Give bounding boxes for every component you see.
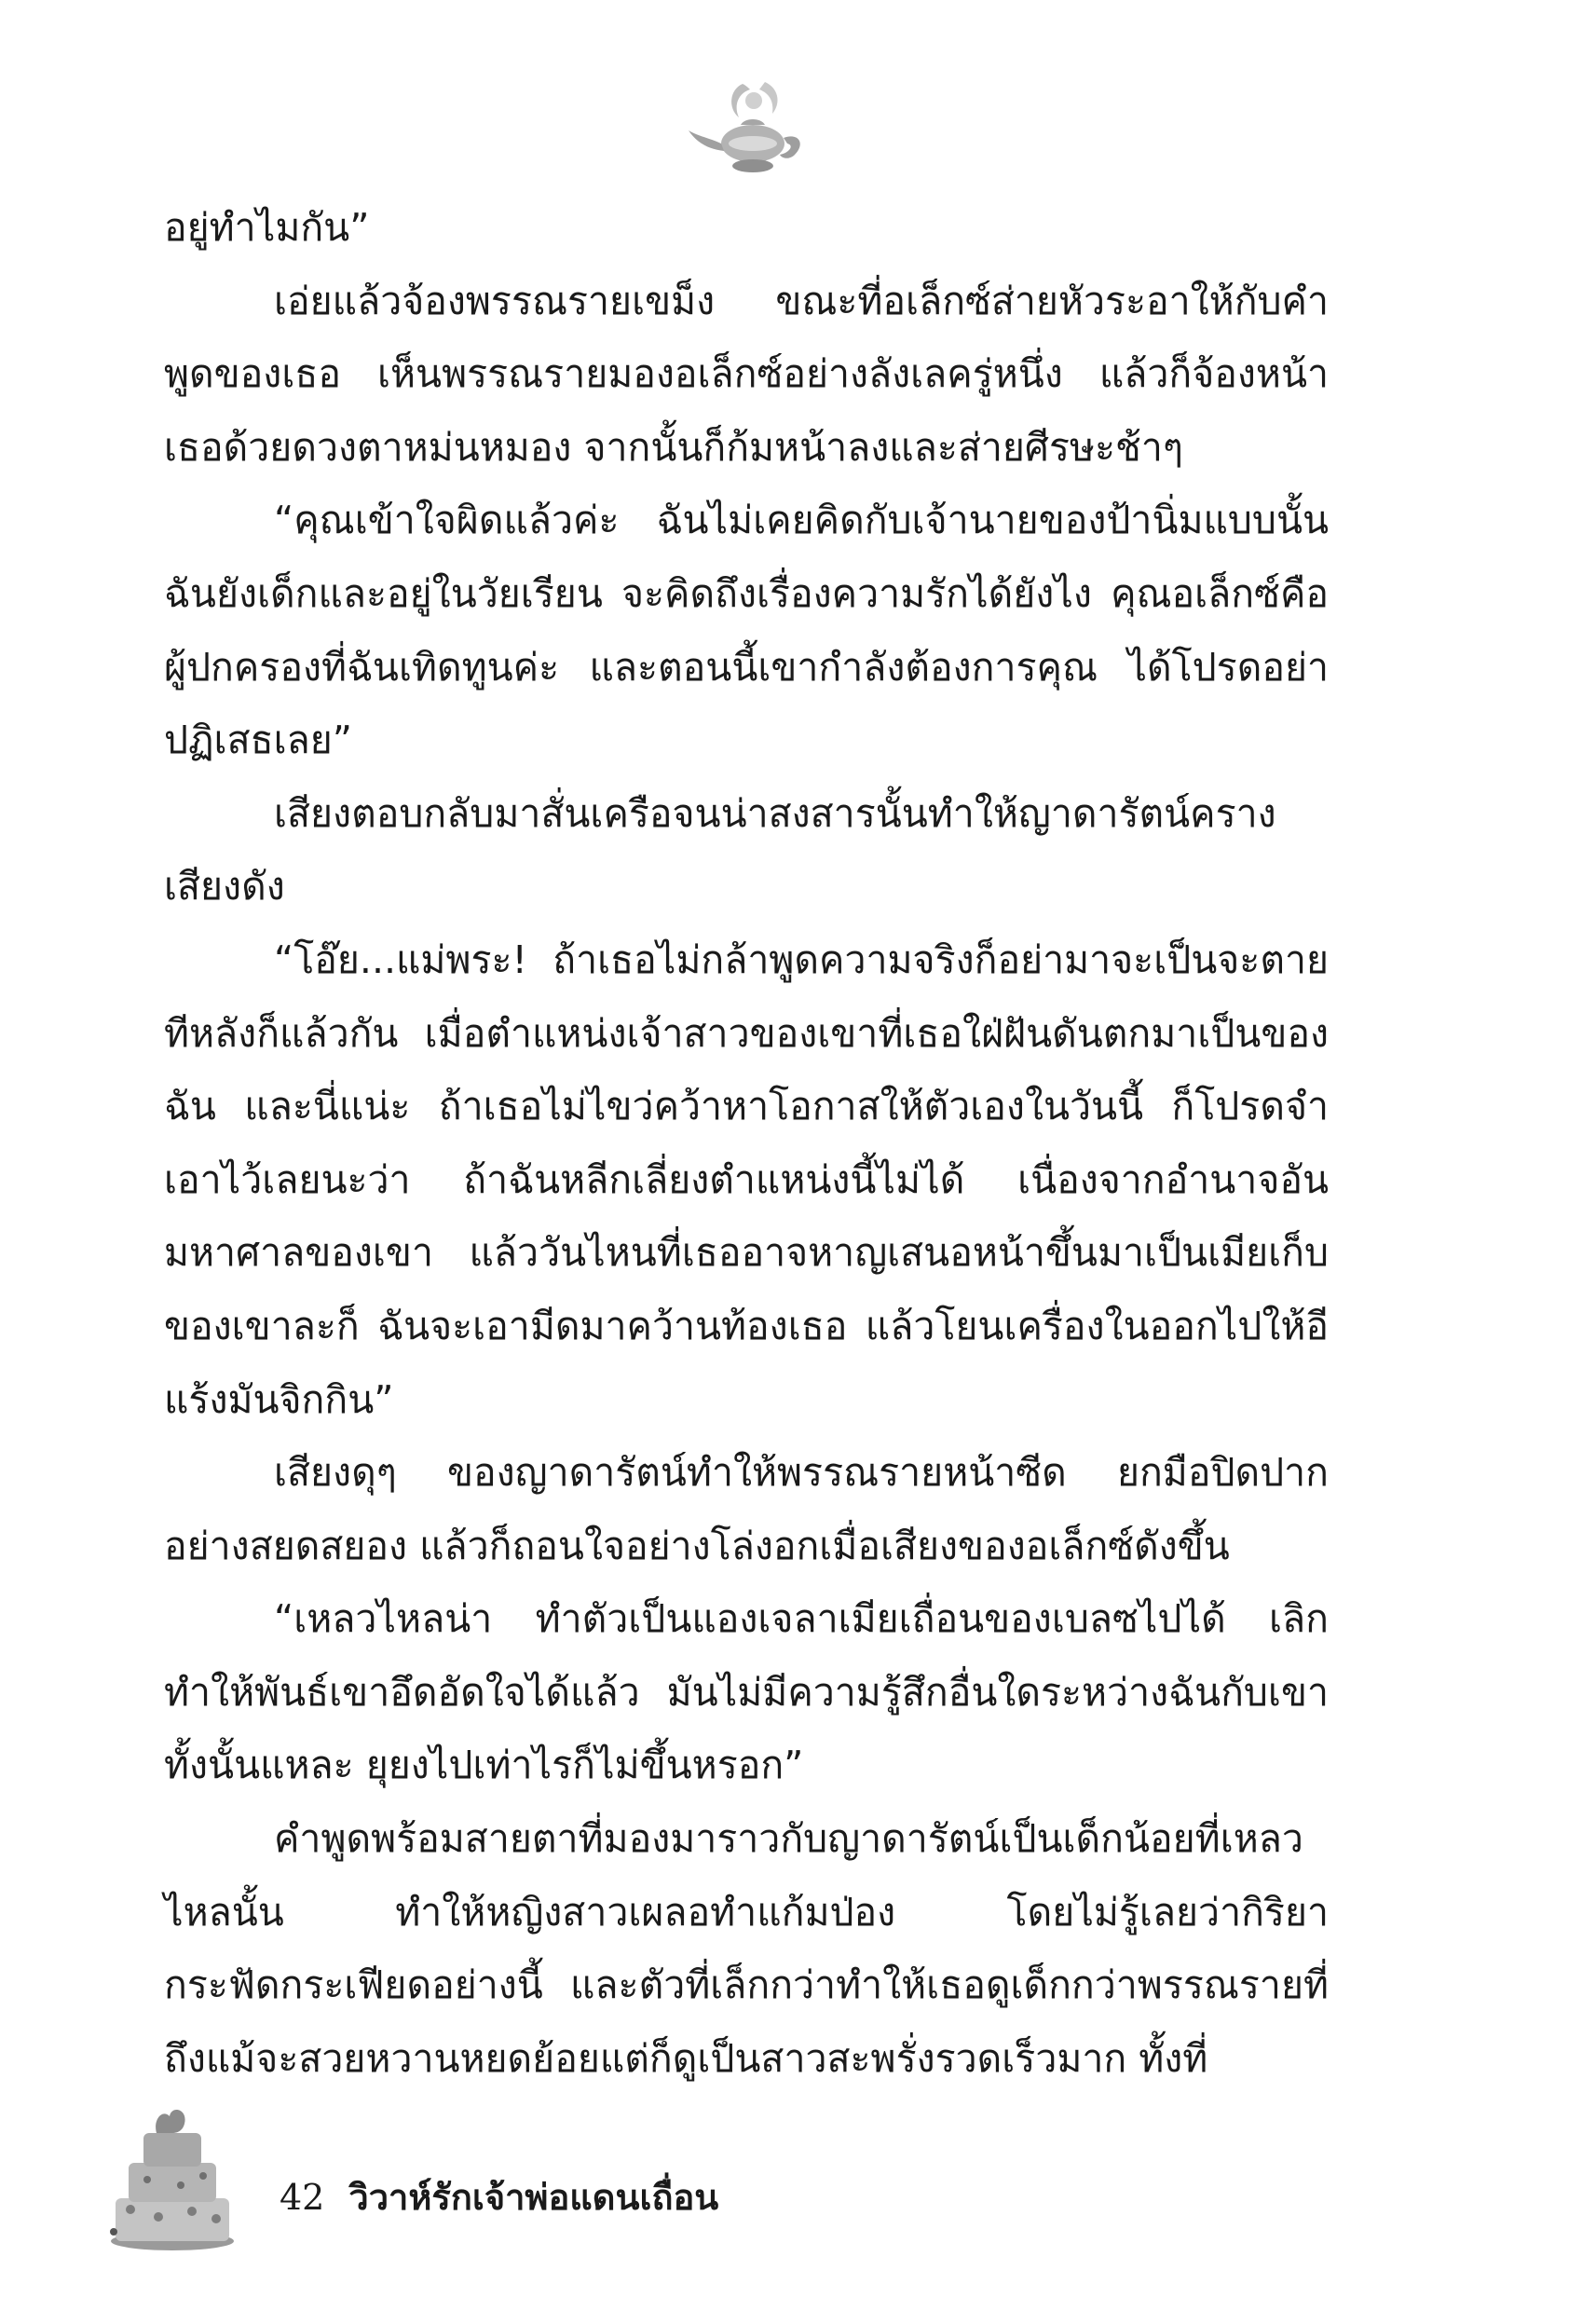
teapot-ornament-icon: [685, 76, 815, 198]
book-title: วิวาห์รักเจ้าพ่อแดนเถื่อน: [348, 2177, 719, 2218]
paragraph: อยู่ทำไมกัน”: [164, 205, 370, 250]
page-number: 42: [280, 2177, 325, 2218]
footer-line: [280, 2168, 718, 2225]
paragraph: เอ่ยแล้วจ้องพรรณรายเขม็ง ขณะที่อเล็กซ์ส่ายหัวระอาให้กับคำพูดของเธอ เห็นพรรณรายมองอเล็กซ์อย่างลังเลครู่หนึ่ง แล้วก็จ้องหน้าเธอด้วยดวงตาหม่นหมอง จากนั้นก็ก้มหน้าลงและส่ายศีรษะช้าๆ: [164, 278, 1329, 470]
paragraph: เสียงดุๆ ของญาดารัตน์ทำให้พรรณรายหน้าซีด ยกมือปิดปากอย่างสยดสยอง แล้วก็ถอนใจอย่างโล่งอกเมื่อเสียงของอเล็กซ์ดังขึ้น: [164, 1450, 1329, 1568]
page-footer: [0, 2092, 839, 2278]
paragraph: “โอ๊ย...แม่พระ! ถ้าเธอไม่กล้าพูดความจริงก็อย่ามาจะเป็นจะตายทีหลังก็แล้วกัน เมื่อตำแหน่งเจ้าสาวของเขาที่เธอใฝ่ฝันดันตกมาเป็นของฉัน และนี่แน่ะ ถ้าเธอไม่ไขว่คว้าหาโอกาสให้ตัวเองในวันนี้ ก็โปรดจำเอาไว้เลยนะว่า ถ้าฉันหลีกเลี่ยงตำแหน่งนี้ไม่ได้ เนื่องจากอำนาจอันมหาศาลของเขา แล้ววันไหนที่เธออาจหาญเสนอหน้าขึ้นมาเป็นเมียเก็บของเขาละก็ ฉันจะเอามีดมาคว้านท้องเธอ แล้วโยนเครื่องในออกไปให้อีแร้งมันจิกกิน”: [164, 937, 1329, 1422]
body-text: [164, 191, 1342, 2095]
paragraph: “คุณเข้าใจผิดแล้วค่ะ ฉันไม่เคยคิดกับเจ้านายของป้านิ่มแบบนั้น ฉันยังเด็กและอยู่ในวัยเรียน จะคิดถึงเรื่องความรักได้ยังไง คุณอเล็กซ์คือผู้ปกครองที่ฉันเทิดทูนค่ะ และตอนนี้เขากำลังต้องการคุณ ได้โปรดอย่าปฏิเสธเลย”: [164, 498, 1342, 763]
paragraph: เสียงตอบกลับมาสั่นเครือจนน่าสงสารนั้นทำให้ญาดารัตน์ครางเสียงดัง: [164, 790, 1276, 909]
wedding-cake-icon: [102, 2101, 242, 2255]
paragraph: คำพูดพร้อมสายตาที่มองมาราวกับญาดารัตน์เป็นเด็กน้อยที่เหลวไหลนั้น ทำให้หญิงสาวเผลอทำแก้มป่อง โดยไม่รู้เลยว่ากิริยากระฟัดกระเฟียดอย่างนี้ และตัวที่เล็กกว่าทำให้เธอดูเด็กกว่าพรรณรายที่ถึงแม้จะสวยหวานหยดย้อยแต่ก็ดูเป็นสาวสะพรั่งรวดเร็วมาก ทั้งที่: [164, 1816, 1329, 2081]
paragraph: “เหลวไหลน่า ทำตัวเป็นแองเจลาเมียเถื่อนของเบลซไปได้ เลิกทำให้พันธ์เขาอึดอัดใจได้แล้ว มันไม่มีความรู้สึกอื่นใดระหว่างฉันกับเขาทั้งนั้นแหละ ยุยงไปเท่าไรก็ไม่ขึ้นหรอก”: [164, 1596, 1329, 1788]
